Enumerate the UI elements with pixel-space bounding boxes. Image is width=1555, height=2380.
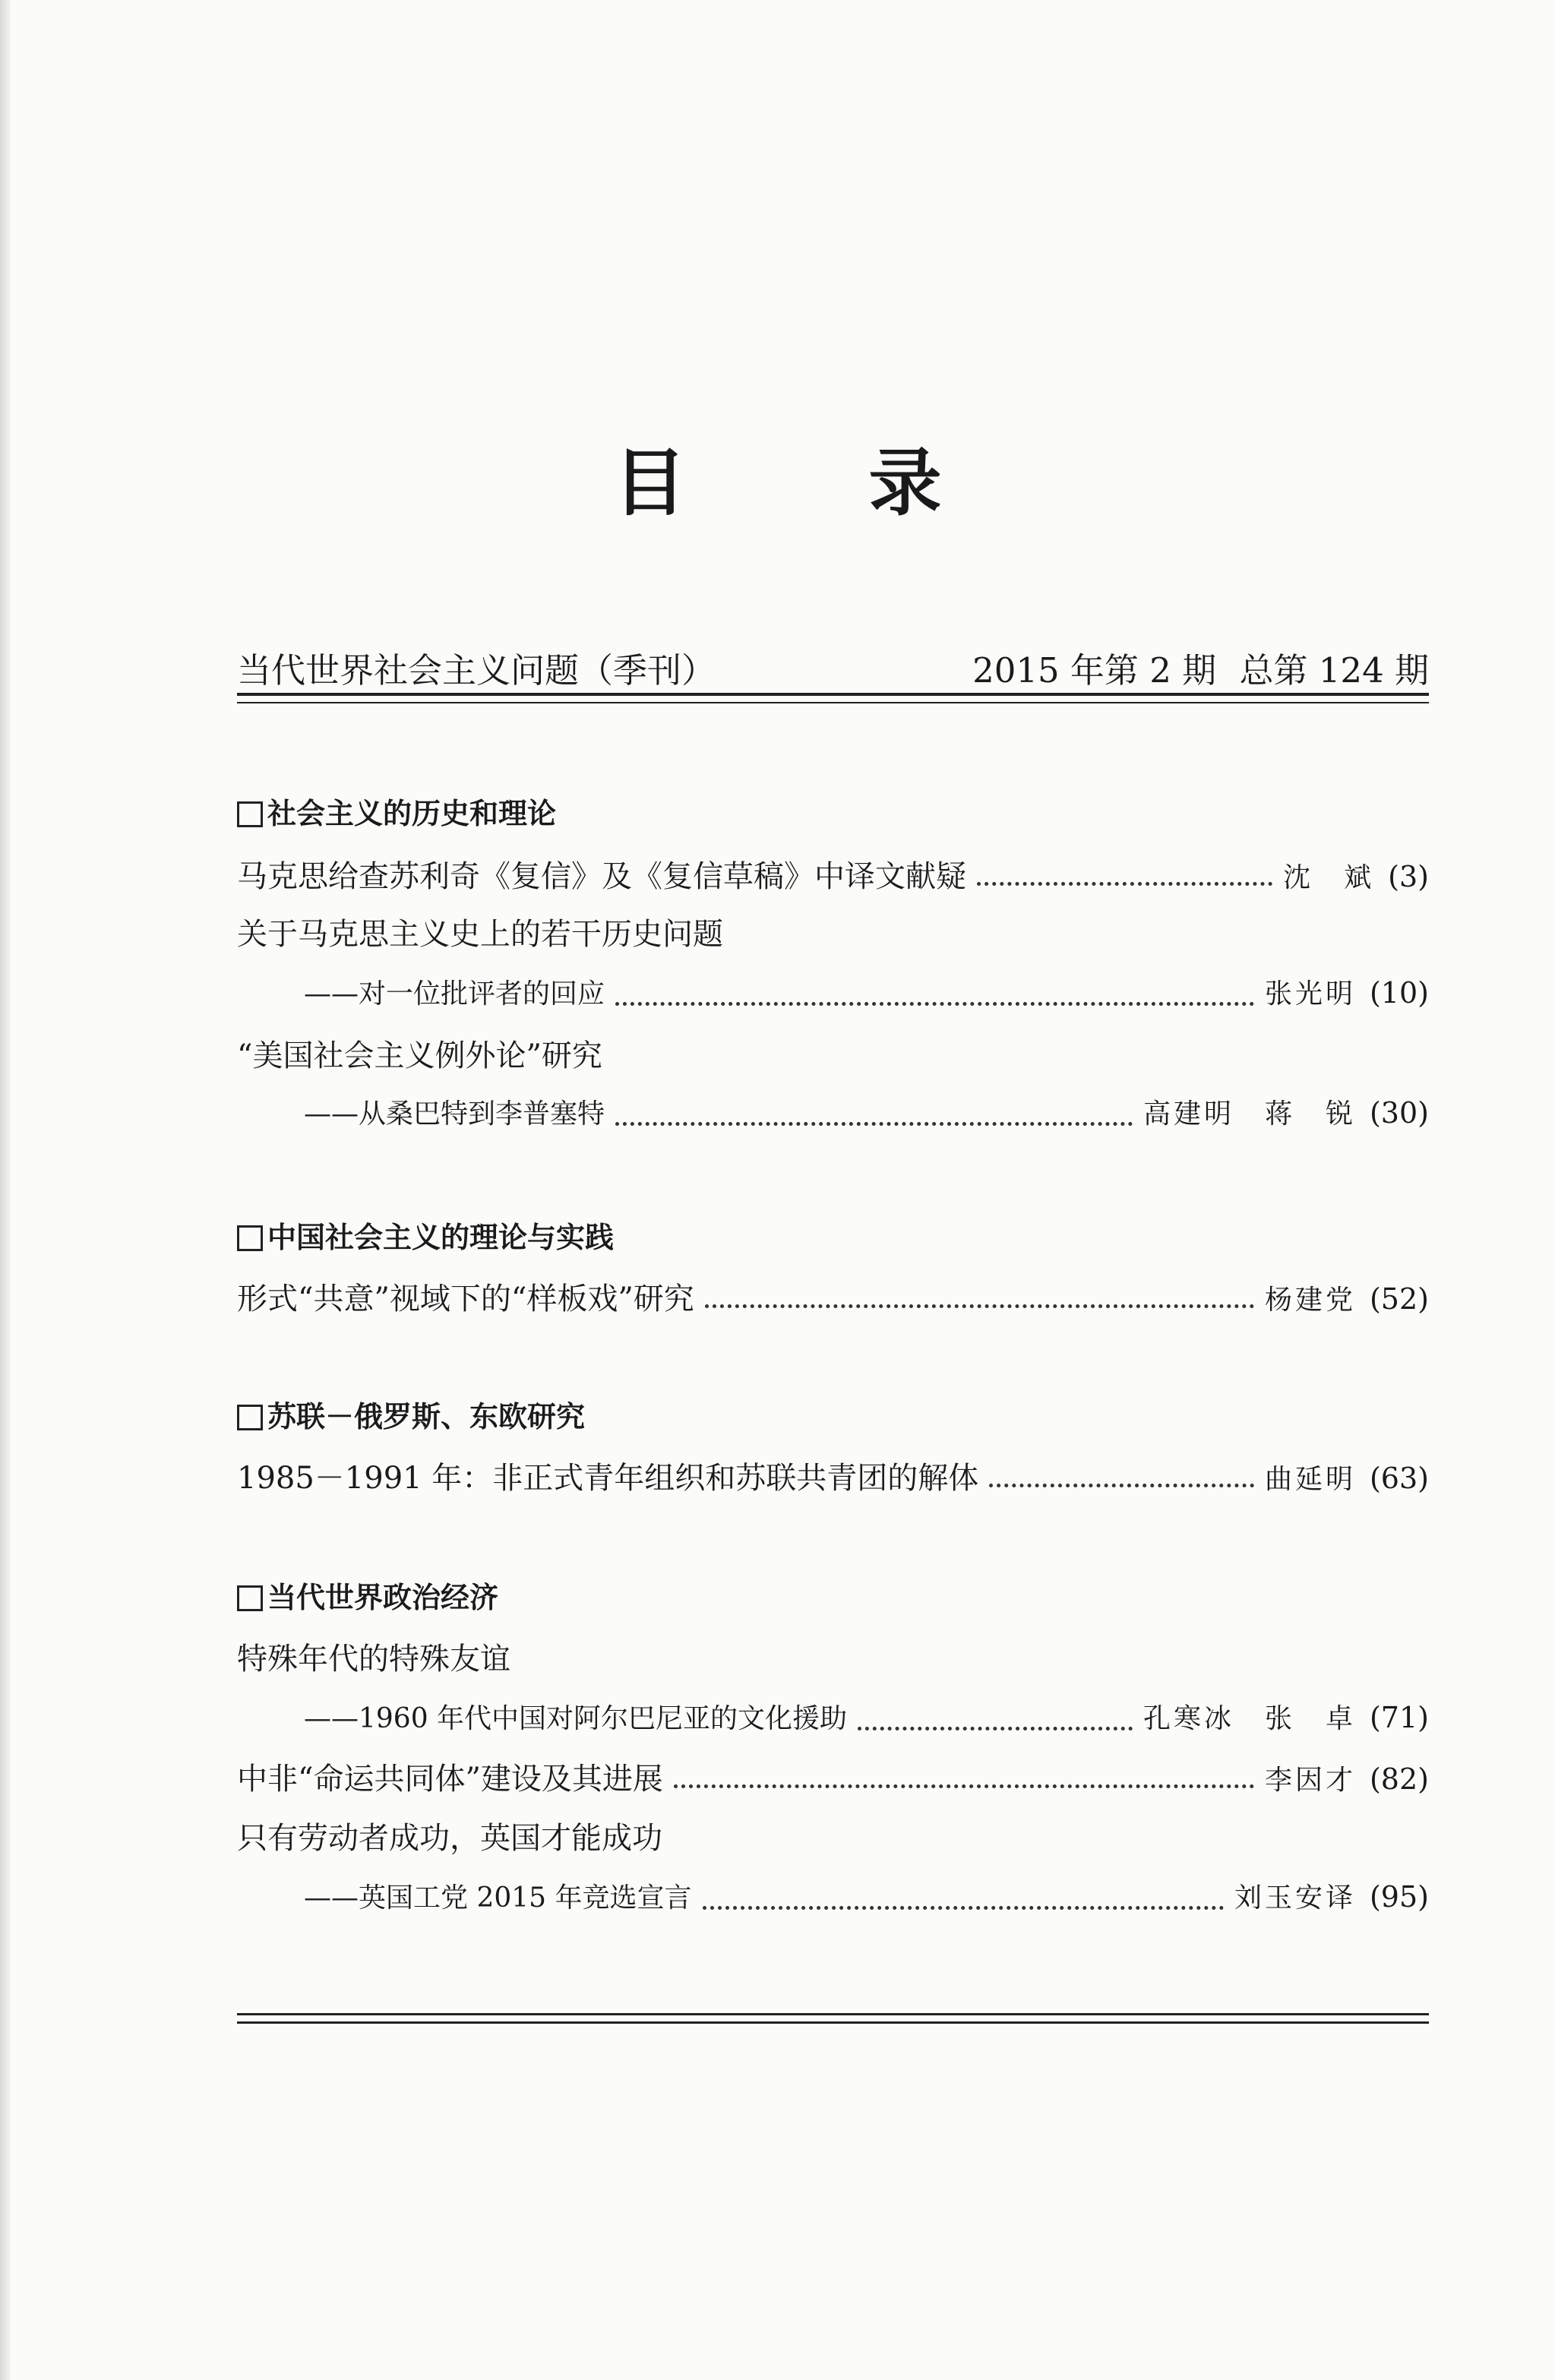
toc-entry[interactable]: [304, 1876, 1429, 1919]
entry-page: (71): [1369, 1701, 1429, 1734]
entry-page: (30): [1369, 1096, 1429, 1130]
section-heading: [237, 1393, 585, 1435]
toc-entry[interactable]: [304, 1697, 1429, 1740]
entry-page: (10): [1369, 976, 1429, 1010]
leader-dots: [977, 862, 1272, 886]
entry-author: 沈 斌: [1283, 862, 1375, 893]
entry-subtitle: ——英国工党 2015 年竞选宣言: [304, 1882, 692, 1914]
section-heading-text: 社会主义的历史和理论: [267, 797, 557, 830]
footer-rule: [237, 2013, 1429, 2024]
toc-entry[interactable]: [304, 972, 1429, 1015]
entry-author: 刘玉安译: [1234, 1882, 1356, 1914]
entry-page: (52): [1369, 1282, 1429, 1316]
leader-dots: [703, 1886, 1224, 1910]
checkbox-square-icon: [237, 1585, 263, 1611]
entry-title[interactable]: 特殊年代的特殊友谊: [237, 1642, 510, 1677]
entry-title[interactable]: “美国社会主义例外论”研究: [237, 1038, 602, 1073]
checkbox-square-icon: [237, 801, 263, 827]
entry-author: 曲延明: [1264, 1464, 1356, 1495]
entry-title: 马克思给查苏利奇《复信》及《复信草稿》中译文献疑: [237, 859, 966, 894]
entry-subtitle: ——从桑巴特到李普塞特: [304, 1098, 605, 1130]
toc-entry[interactable]: [237, 1275, 1429, 1317]
entry-author: 张光明: [1264, 978, 1356, 1010]
entry-subtitle: ——对一位批评者的回应: [304, 978, 605, 1010]
header-rule: [237, 693, 1429, 703]
checkbox-square-icon: [237, 1405, 263, 1430]
journal-header: [237, 643, 1429, 691]
section-heading-text: 当代世界政治经济: [267, 1581, 499, 1614]
section-heading-text: 苏联－俄罗斯、东欧研究: [267, 1400, 586, 1433]
entry-page: (95): [1369, 1880, 1429, 1914]
leader-dots: [858, 1707, 1133, 1730]
entry-author: 李因才: [1264, 1765, 1356, 1796]
toc-entry[interactable]: [304, 1092, 1429, 1135]
leader-dots: [615, 1102, 1133, 1126]
entry-page: (82): [1369, 1762, 1429, 1796]
leader-dots: [615, 982, 1254, 1006]
title-char-2: 录: [868, 440, 942, 526]
page-edge: [0, 0, 11, 2380]
total-issue-number: 总第 124 期: [1239, 650, 1429, 691]
section-heading: [237, 1214, 614, 1256]
section-heading: [237, 790, 556, 832]
checkbox-square-icon: [237, 1225, 263, 1251]
leader-dots: [989, 1464, 1254, 1487]
journal-name: 当代世界社会主义问题（季刊）: [237, 650, 716, 691]
entry-author: 高建明 蒋 锐: [1143, 1098, 1356, 1130]
toc-entry[interactable]: [237, 852, 1429, 895]
entry-title: 形式“共意”视域下的“样板戏”研究: [237, 1282, 694, 1316]
toc-entry[interactable]: [237, 1755, 1429, 1797]
issue-info: [960, 643, 1429, 692]
issue-number: 2015 年第 2 期: [972, 650, 1217, 691]
entry-title[interactable]: 关于马克思主义史上的若干历史问题: [237, 917, 723, 952]
leader-dots: [705, 1285, 1254, 1308]
entry-title: 1985－1991 年：非正式青年组织和苏联共青团的解体: [237, 1461, 979, 1496]
entry-author: 孔寒冰 张 卓: [1143, 1703, 1356, 1734]
title-char-1: 目: [613, 440, 687, 526]
page-title: [0, 425, 1555, 529]
entry-subtitle: ——1960 年代中国对阿尔巴尼亚的文化援助: [304, 1703, 848, 1734]
entry-title: 中非“命运共同体”建设及其进展: [237, 1762, 663, 1797]
entry-author: 杨建党: [1264, 1285, 1356, 1316]
section-heading: [237, 1574, 498, 1616]
toc-entry[interactable]: [237, 1454, 1429, 1497]
leader-dots: [674, 1765, 1254, 1788]
entry-page: (3): [1388, 860, 1429, 893]
entry-title[interactable]: 只有劳动者成功，英国才能成功: [237, 1821, 662, 1856]
section-heading-text: 中国社会主义的理论与实践: [267, 1221, 615, 1254]
entry-page: (63): [1369, 1462, 1429, 1495]
